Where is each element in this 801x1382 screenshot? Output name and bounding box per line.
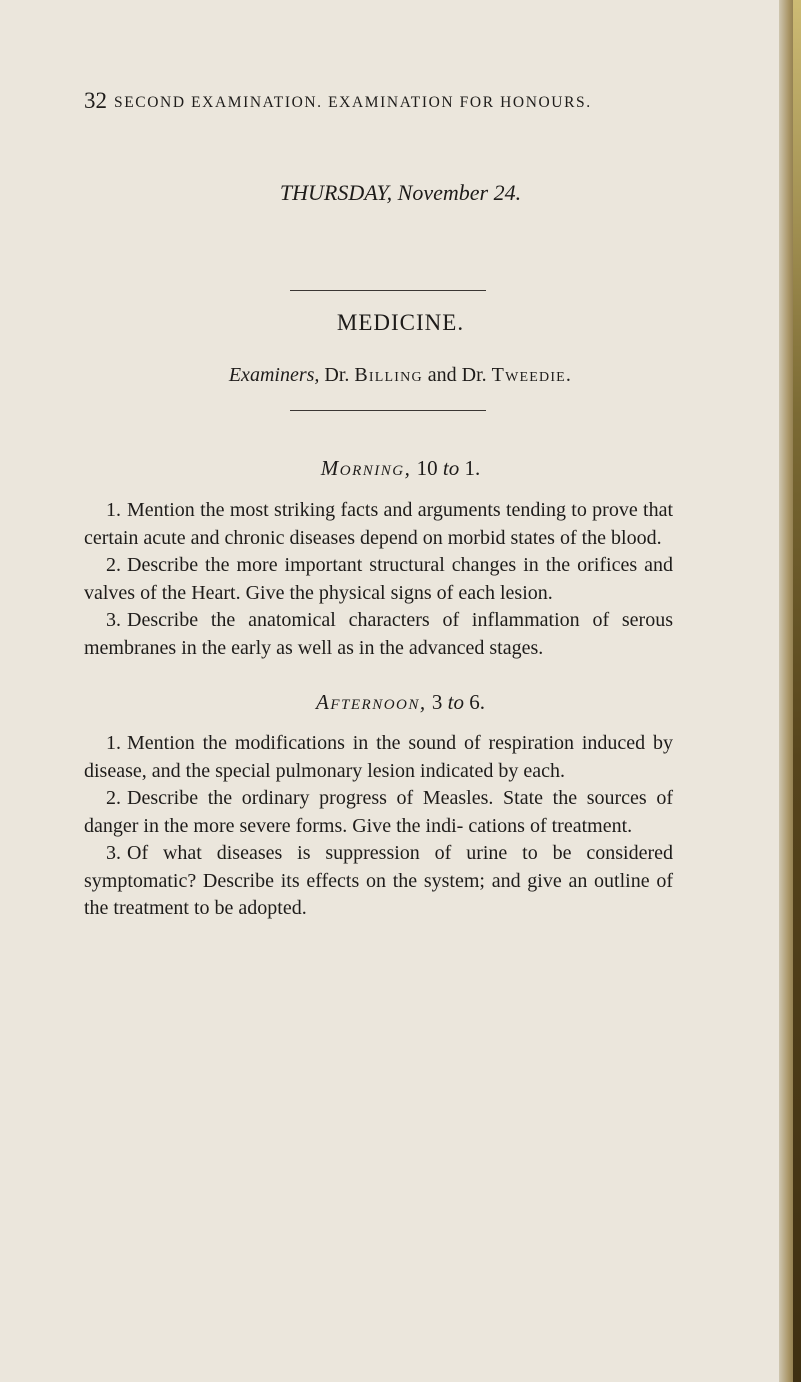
session-time-start: 3 bbox=[431, 690, 443, 714]
question-number: 1. bbox=[106, 499, 121, 521]
question-text: Describe the anatomical characters of inflammation of serous membranes in the early as well as in the advanced stages. bbox=[84, 609, 673, 659]
question-text: Describe the ordinary progress of Measles. State the sources of danger in the more severe forms. Give the indi- cations of treatment. bbox=[84, 787, 673, 837]
session-name: Afternoon, bbox=[316, 690, 427, 714]
question-text: Mention the most striking facts and arguments tending to prove that certain acute and chronic diseases depend on morbid states of the blood. bbox=[84, 499, 673, 549]
divider-rule bbox=[290, 290, 486, 291]
question-number: 3. bbox=[106, 609, 121, 631]
page-header bbox=[84, 88, 704, 124]
afternoon-questions bbox=[84, 730, 673, 923]
session-time-word: to bbox=[447, 690, 464, 714]
divider-rule bbox=[290, 410, 486, 411]
examiners-conjunction: and bbox=[427, 364, 457, 386]
examiner-prefix: Dr. bbox=[461, 364, 487, 386]
question-item bbox=[84, 730, 673, 785]
question-text: Of what diseases is suppression of urine to be considered symptomatic? Describe its effects on the system; and give an outline of the treatment to be adopted. bbox=[84, 842, 673, 919]
session-time-start: 10 bbox=[416, 456, 438, 480]
session-time-end: 1. bbox=[464, 456, 481, 480]
question-number: 2. bbox=[106, 554, 121, 576]
examiner-name: Billing bbox=[354, 364, 423, 386]
examiner-name: Tweedie. bbox=[491, 364, 573, 386]
examiners-line bbox=[0, 364, 801, 387]
question-text: Mention the modifications in the sound of respiration induced by disease, and the special pulmonary lesion indicated by each. bbox=[84, 732, 673, 782]
question-number: 3. bbox=[106, 842, 121, 864]
question-number: 1. bbox=[106, 732, 121, 754]
question-item bbox=[84, 785, 673, 840]
session-time-end: 6. bbox=[469, 690, 485, 714]
examiner-prefix: Dr. bbox=[324, 364, 350, 386]
question-item bbox=[84, 607, 673, 662]
exam-date: THURSDAY, November 24. bbox=[279, 180, 522, 205]
question-item bbox=[84, 840, 673, 923]
session-heading-afternoon bbox=[0, 690, 801, 715]
session-time-word: to bbox=[442, 456, 460, 480]
session-name: Morning, bbox=[320, 456, 412, 480]
question-number: 2. bbox=[106, 787, 121, 809]
subject-title: MEDICINE. bbox=[336, 310, 465, 335]
question-item bbox=[84, 552, 673, 607]
page-number: 32 bbox=[84, 88, 107, 113]
running-head: SECOND EXAMINATION. EXAMINATION FOR HONOURS. bbox=[114, 94, 592, 111]
session-heading-morning bbox=[0, 456, 801, 481]
question-item bbox=[84, 497, 673, 552]
question-text: Describe the more important structural changes in the orifices and valves of the Heart. Give the physical signs of each lesion. bbox=[84, 554, 673, 604]
morning-questions bbox=[84, 497, 673, 662]
examiners-label: Examiners, bbox=[228, 364, 320, 386]
